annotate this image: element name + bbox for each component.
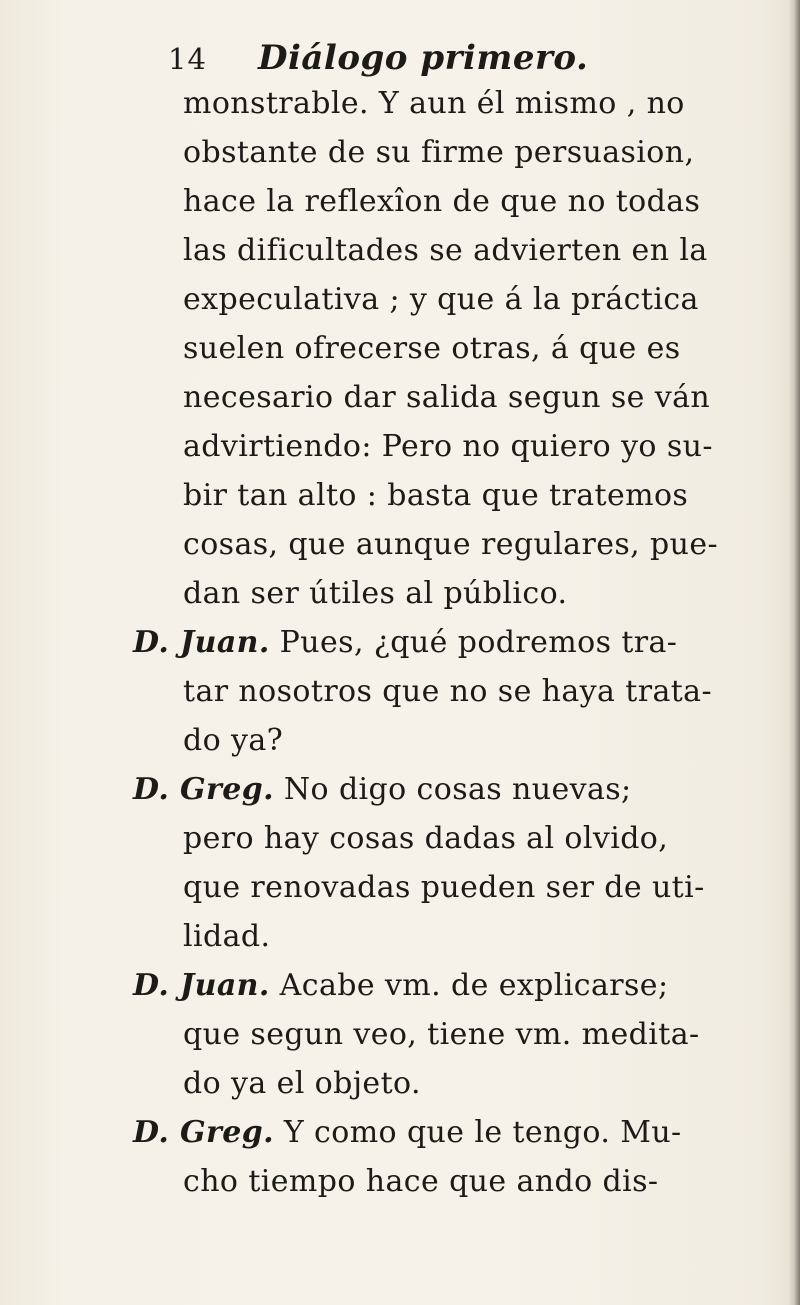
text-line <box>183 721 283 761</box>
text-line <box>133 966 668 1006</box>
text-line <box>183 133 694 173</box>
text-line <box>183 1162 658 1202</box>
page-edge-shadow <box>788 0 800 1305</box>
text-line <box>183 329 681 369</box>
line-text: Pues, ¿qué podremos tra- <box>269 625 678 660</box>
text-line <box>183 917 270 957</box>
text-line <box>183 672 712 712</box>
line-text: que renovadas pueden ser de uti- <box>183 870 705 905</box>
line-text: do ya el objeto. <box>183 1066 421 1101</box>
line-text: hace la reflexîon de que no todas <box>183 184 701 219</box>
text-line <box>183 819 668 859</box>
speaker-name: D. Greg. <box>133 1115 274 1150</box>
line-text: cho tiempo hace que ando dis- <box>183 1164 659 1199</box>
text-line <box>183 231 708 271</box>
text-line <box>183 1064 421 1104</box>
line-text: dan ser útiles al público. <box>183 576 568 611</box>
line-text: advirtiendo: Pero no quiero yo su- <box>183 429 713 464</box>
speaker-name: D. Juan. <box>133 625 270 660</box>
page-number: 14 <box>168 42 207 76</box>
text-line <box>183 476 688 516</box>
line-text: Acabe vm. de explicarse; <box>269 968 669 1003</box>
text-line <box>183 868 705 908</box>
text-line <box>133 1113 682 1153</box>
speaker-name: D. Greg. <box>133 772 274 807</box>
line-text: necesario dar salida segun se ván <box>183 380 711 415</box>
line-text: lidad. <box>183 919 271 954</box>
line-text: cosas, que aunque regulares, pue- <box>183 527 719 562</box>
line-text: Y como que le tengo. Mu- <box>273 1115 682 1150</box>
text-line <box>183 84 685 124</box>
line-text: suelen ofrecerse otras, á que es <box>183 331 681 366</box>
line-text: las dificultades se advierten en la <box>183 233 708 268</box>
text-line <box>183 280 699 320</box>
line-text: bir tan alto : basta que tratemos <box>183 478 689 513</box>
text-line <box>183 1015 700 1055</box>
speaker-name: D. Juan. <box>133 968 270 1003</box>
text-line <box>183 525 718 565</box>
running-title: Diálogo primero. <box>258 38 589 78</box>
text-line <box>183 182 700 222</box>
text-line <box>183 378 710 418</box>
page-header <box>168 38 728 88</box>
line-text: que segun veo, tiene vm. medita- <box>183 1017 700 1052</box>
text-line <box>183 427 713 467</box>
line-text: No digo cosas nuevas; <box>273 772 632 807</box>
line-text: do ya? <box>183 723 284 758</box>
line-text: obstante de su firme persuasion, <box>183 135 695 170</box>
text-line <box>133 770 632 810</box>
line-text: tar nosotros que no se haya trata- <box>183 674 713 709</box>
line-text: monstrable. Y aun él mismo , no <box>183 86 685 121</box>
text-line <box>183 574 567 614</box>
line-text: pero hay cosas dadas al olvido, <box>183 821 669 856</box>
line-text: expeculativa ; y que á la práctica <box>183 282 699 317</box>
text-line <box>133 623 677 663</box>
